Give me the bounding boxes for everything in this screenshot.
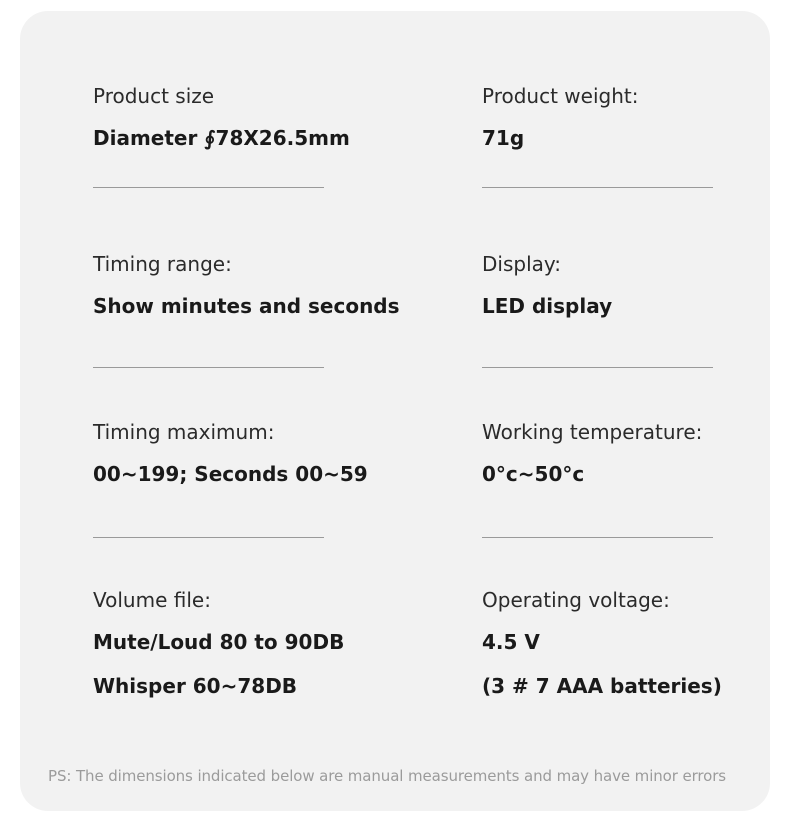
spec-value: LED display (482, 294, 613, 318)
spec-value: 00~199; Seconds 00~59 (93, 462, 368, 486)
divider (93, 537, 324, 538)
spec-label: Operating voltage: (482, 588, 670, 612)
divider (482, 537, 713, 538)
spec-value: (3 # 7 AAA batteries) (482, 674, 722, 698)
footnote: PS: The dimensions indicated below are manual measurements and may have minor errors (48, 767, 727, 785)
spec-label: Display: (482, 252, 562, 276)
divider (482, 367, 713, 368)
divider (93, 187, 324, 188)
spec-value: 0°c~50°c (482, 462, 585, 486)
spec-label: Product weight: (482, 84, 639, 108)
spec-label: Timing maximum: (93, 420, 275, 444)
spec-value: 4.5 V (482, 630, 540, 654)
spec-value: 71g (482, 126, 525, 150)
spec-label: Timing range: (93, 252, 232, 276)
divider (93, 367, 324, 368)
spec-value: Show minutes and seconds (93, 294, 400, 318)
spec-value: Whisper 60~78DB (93, 674, 298, 698)
spec-label: Product size (93, 84, 215, 108)
spec-label: Working temperature: (482, 420, 703, 444)
spec-value: Mute/Loud 80 to 90DB (93, 630, 345, 654)
spec-value: Diameter ∮78X26.5mm (93, 126, 350, 150)
divider (482, 187, 713, 188)
spec-label: Volume file: (93, 588, 211, 612)
